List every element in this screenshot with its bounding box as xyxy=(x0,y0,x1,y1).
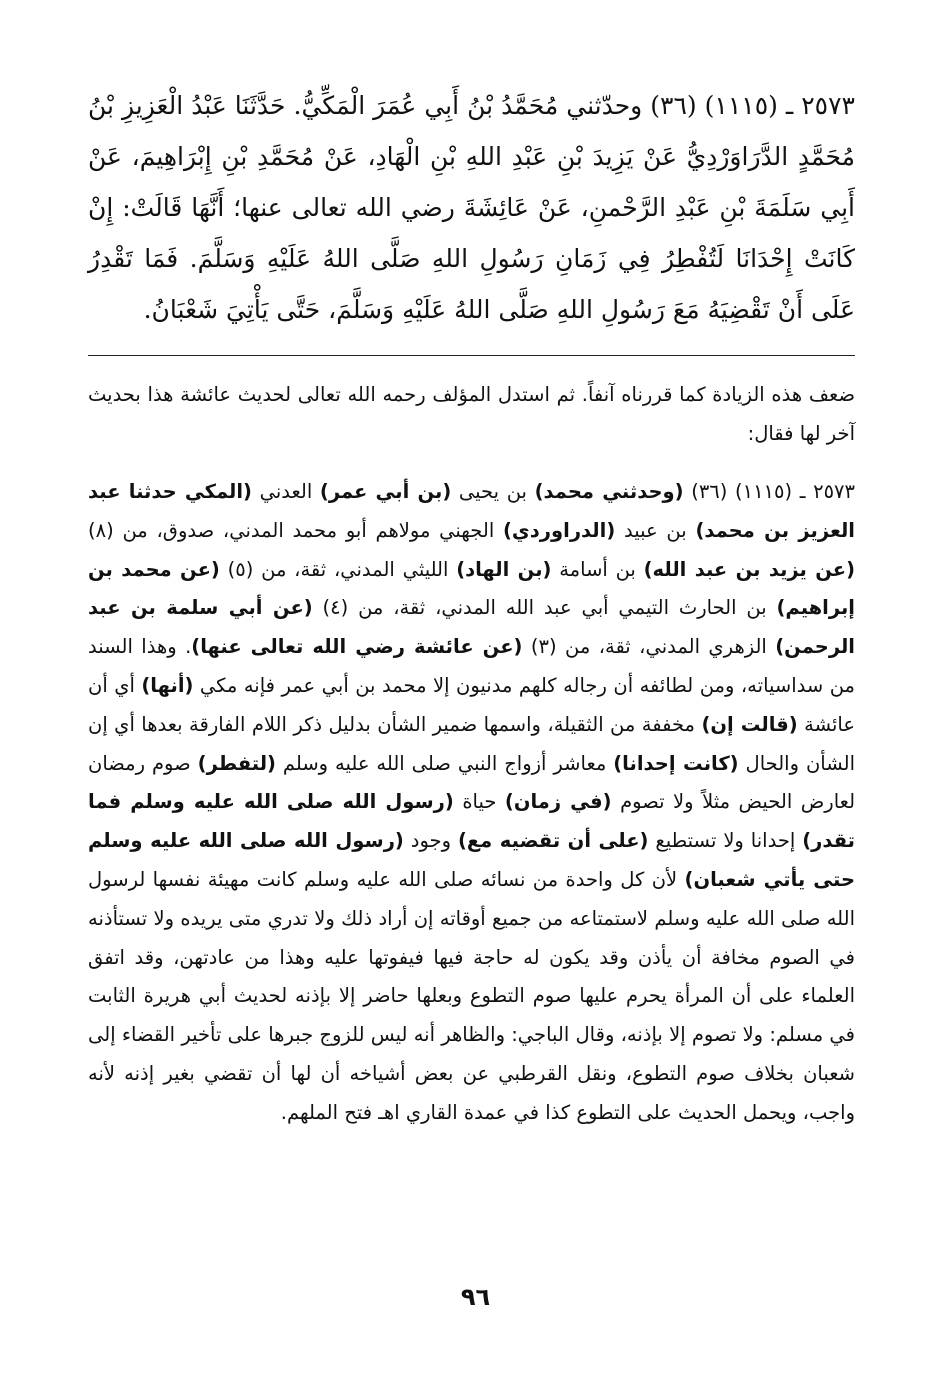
commentary-text: الليثي المدني، ثقة، من (٥) xyxy=(219,557,457,581)
commentary-bold-text: (عن محمد بن إبراهيم) xyxy=(88,557,855,620)
commentary-text: مخففة من الثقيلة، واسمها ضمير الشأن بدليل ذكر اللام الفارقة بعدها أي إن الشأن والحال xyxy=(88,712,855,775)
hadith-text-block xyxy=(88,80,855,335)
commentary-bold-text: (عن يزيد بن عبد الله) xyxy=(643,557,856,581)
commentary-bold-text: (وحدثني محمد) xyxy=(534,480,684,503)
commentary-paragraph xyxy=(88,473,855,1133)
commentary-text: أي أن عائشة xyxy=(88,673,855,736)
commentary-block xyxy=(88,473,855,1133)
commentary-bold-text: (رسول الله صلى الله عليه وسلم حتى يأتي شعبان) xyxy=(88,829,855,891)
hadith-text: ٢٥٧٣ ـ (١١١٥) (٣٦) وحدّثني مُحَمَّدُ بْنُ أَبِي عُمَرَ الْمَكِّيُّ. حَدَّثَنَا عَبْدُ الْعَزِيزِ بْنُ مُحَمَّدٍ الدَّرَاوَرْدِيُّ عَنْ يَزِيدَ بْنِ عَبْدِ اللهِ بْنِ الْهَادِ، عَنْ مُحَمَّدِ بْنِ إِبْرَاهِيمَ، عَنْ أَبِي سَلَمَةَ بْنِ عَبْدِ الرَّحْمنِ، عَنْ عَائِشَةَ رضي الله تعالى عنها؛ أَنَّهَا قَالَتْ: إِنْ كَانَتْ إِحْدَانَا لَتُفْطِرُ فِي زَمَانِ رَسُولِ اللهِ صَلَّى اللهُ عَلَيْهِ وَسَلَّمَ. فَمَا تَقْدِرُ عَلَى أَنْ تَقْضِيَهُ مَعَ رَسُولِ اللهِ صَلَّى اللهُ عَلَيْهِ وَسَلَّمَ، حَتَّى يَأْتِيَ شَعْبَانُ. xyxy=(88,91,855,324)
footnote-intro-block xyxy=(88,376,855,454)
commentary-bold-text: (قالت إن) xyxy=(701,712,798,736)
footnote-intro: ضعف هذه الزيادة كما قررناه آنفاً. ثم استدل المؤلف رحمه الله تعالى لحديث عائشة هذا بحديث آخر لها فقال: xyxy=(88,383,855,445)
commentary-bold-text: (على أن تقضيه مع) xyxy=(457,829,649,853)
commentary-text: إحدانا ولا تستطيع xyxy=(648,829,803,853)
commentary-text: الزهري المدني، ثقة، من (٣) xyxy=(522,635,776,659)
commentary-bold-text: (عن أبي سلمة بن عبد الرحمن) xyxy=(88,596,855,659)
commentary-text: صوم رمضان لعارض الحيض مثلاً ولا تصوم xyxy=(88,751,856,814)
commentary-bold-text: (المكي حدثنا عبد العزيز بن محمد) xyxy=(88,480,855,542)
footnote-divider xyxy=(88,355,855,356)
commentary-text: بن عبيد xyxy=(615,518,696,542)
commentary-text: بن الحارث التيمي أبي عبد الله المدني، ثقة، من (٤) xyxy=(312,596,777,620)
commentary-bold-text: (الدراوردي) xyxy=(503,518,616,542)
commentary-bold-text: (بن الهاد) xyxy=(456,557,552,581)
page-number: ٩٦ xyxy=(460,1283,491,1311)
commentary-bold-text: (في زمان) xyxy=(504,790,612,814)
commentary-bold-text: (لتفطر) xyxy=(197,751,276,775)
commentary-bold-text: (عن عائشة رضي الله تعالى عنها) xyxy=(191,635,523,659)
commentary-text: بن أسامة xyxy=(551,557,644,581)
commentary-text: العدني xyxy=(251,480,320,503)
commentary-bold-text: (بن أبي عمر) xyxy=(319,480,452,503)
commentary-text: وجود xyxy=(403,829,458,853)
commentary-text: بن يحيى xyxy=(451,480,535,503)
commentary-text: . وهذا السند من سداسياته، ومن لطائفه أن رجاله كلهم مدنيون إلا محمد بن أبي عمر فإنه مكي xyxy=(88,635,855,697)
commentary-text: لأن كل واحدة من نسائه صلى الله عليه وسلم كانت مهيئة نفسها لرسول الله صلى الله عليه وسلم لاستمتاعه من جميع أوقاته إن أراد ذلك ولا تدري متى يريده ولا تستأذنه في الصوم مخافة أن يأذن وقد يكون له حاجة فيها فيفوتها عليه وهذا من عادتهن، وقد اتفق العلماء على أن المرأة يحرم عليها صوم التطوع وبعلها حاضر إلا بإذنه لحديث أبي هريرة الثابت في مسلم: ولا تصوم إلا بإذنه، وقال الباجي: والظاهر أنه ليس للزوج جبرها على تأخير القضاء إلى شعبان بخلاف صوم التطوع، ونقل القرطبي عن بعض أشياخه أن لها أن تقضي بغير إذنه لأنه واجب، ويحمل الحديث على التطوع كذا في عمدة القاري اهـ فتح الملهم. xyxy=(88,867,855,1124)
commentary-text: الجهني مولاهم أبو محمد المدني، صدوق، من (٨) xyxy=(88,518,503,542)
commentary-bold-text: (رسول الله صلى الله عليه وسلم فما تقدر) xyxy=(88,790,855,853)
commentary-text: حياة xyxy=(453,790,505,814)
commentary-text: ٢٥٧٣ ـ (١١١٥) (٣٦) xyxy=(683,480,855,503)
commentary-bold-text: (كانت إحدانا) xyxy=(613,751,739,775)
commentary-bold-text: (أنها) xyxy=(141,673,194,697)
commentary-text: معاشر أزواج النبي صلى الله عليه وسلم xyxy=(275,751,614,775)
